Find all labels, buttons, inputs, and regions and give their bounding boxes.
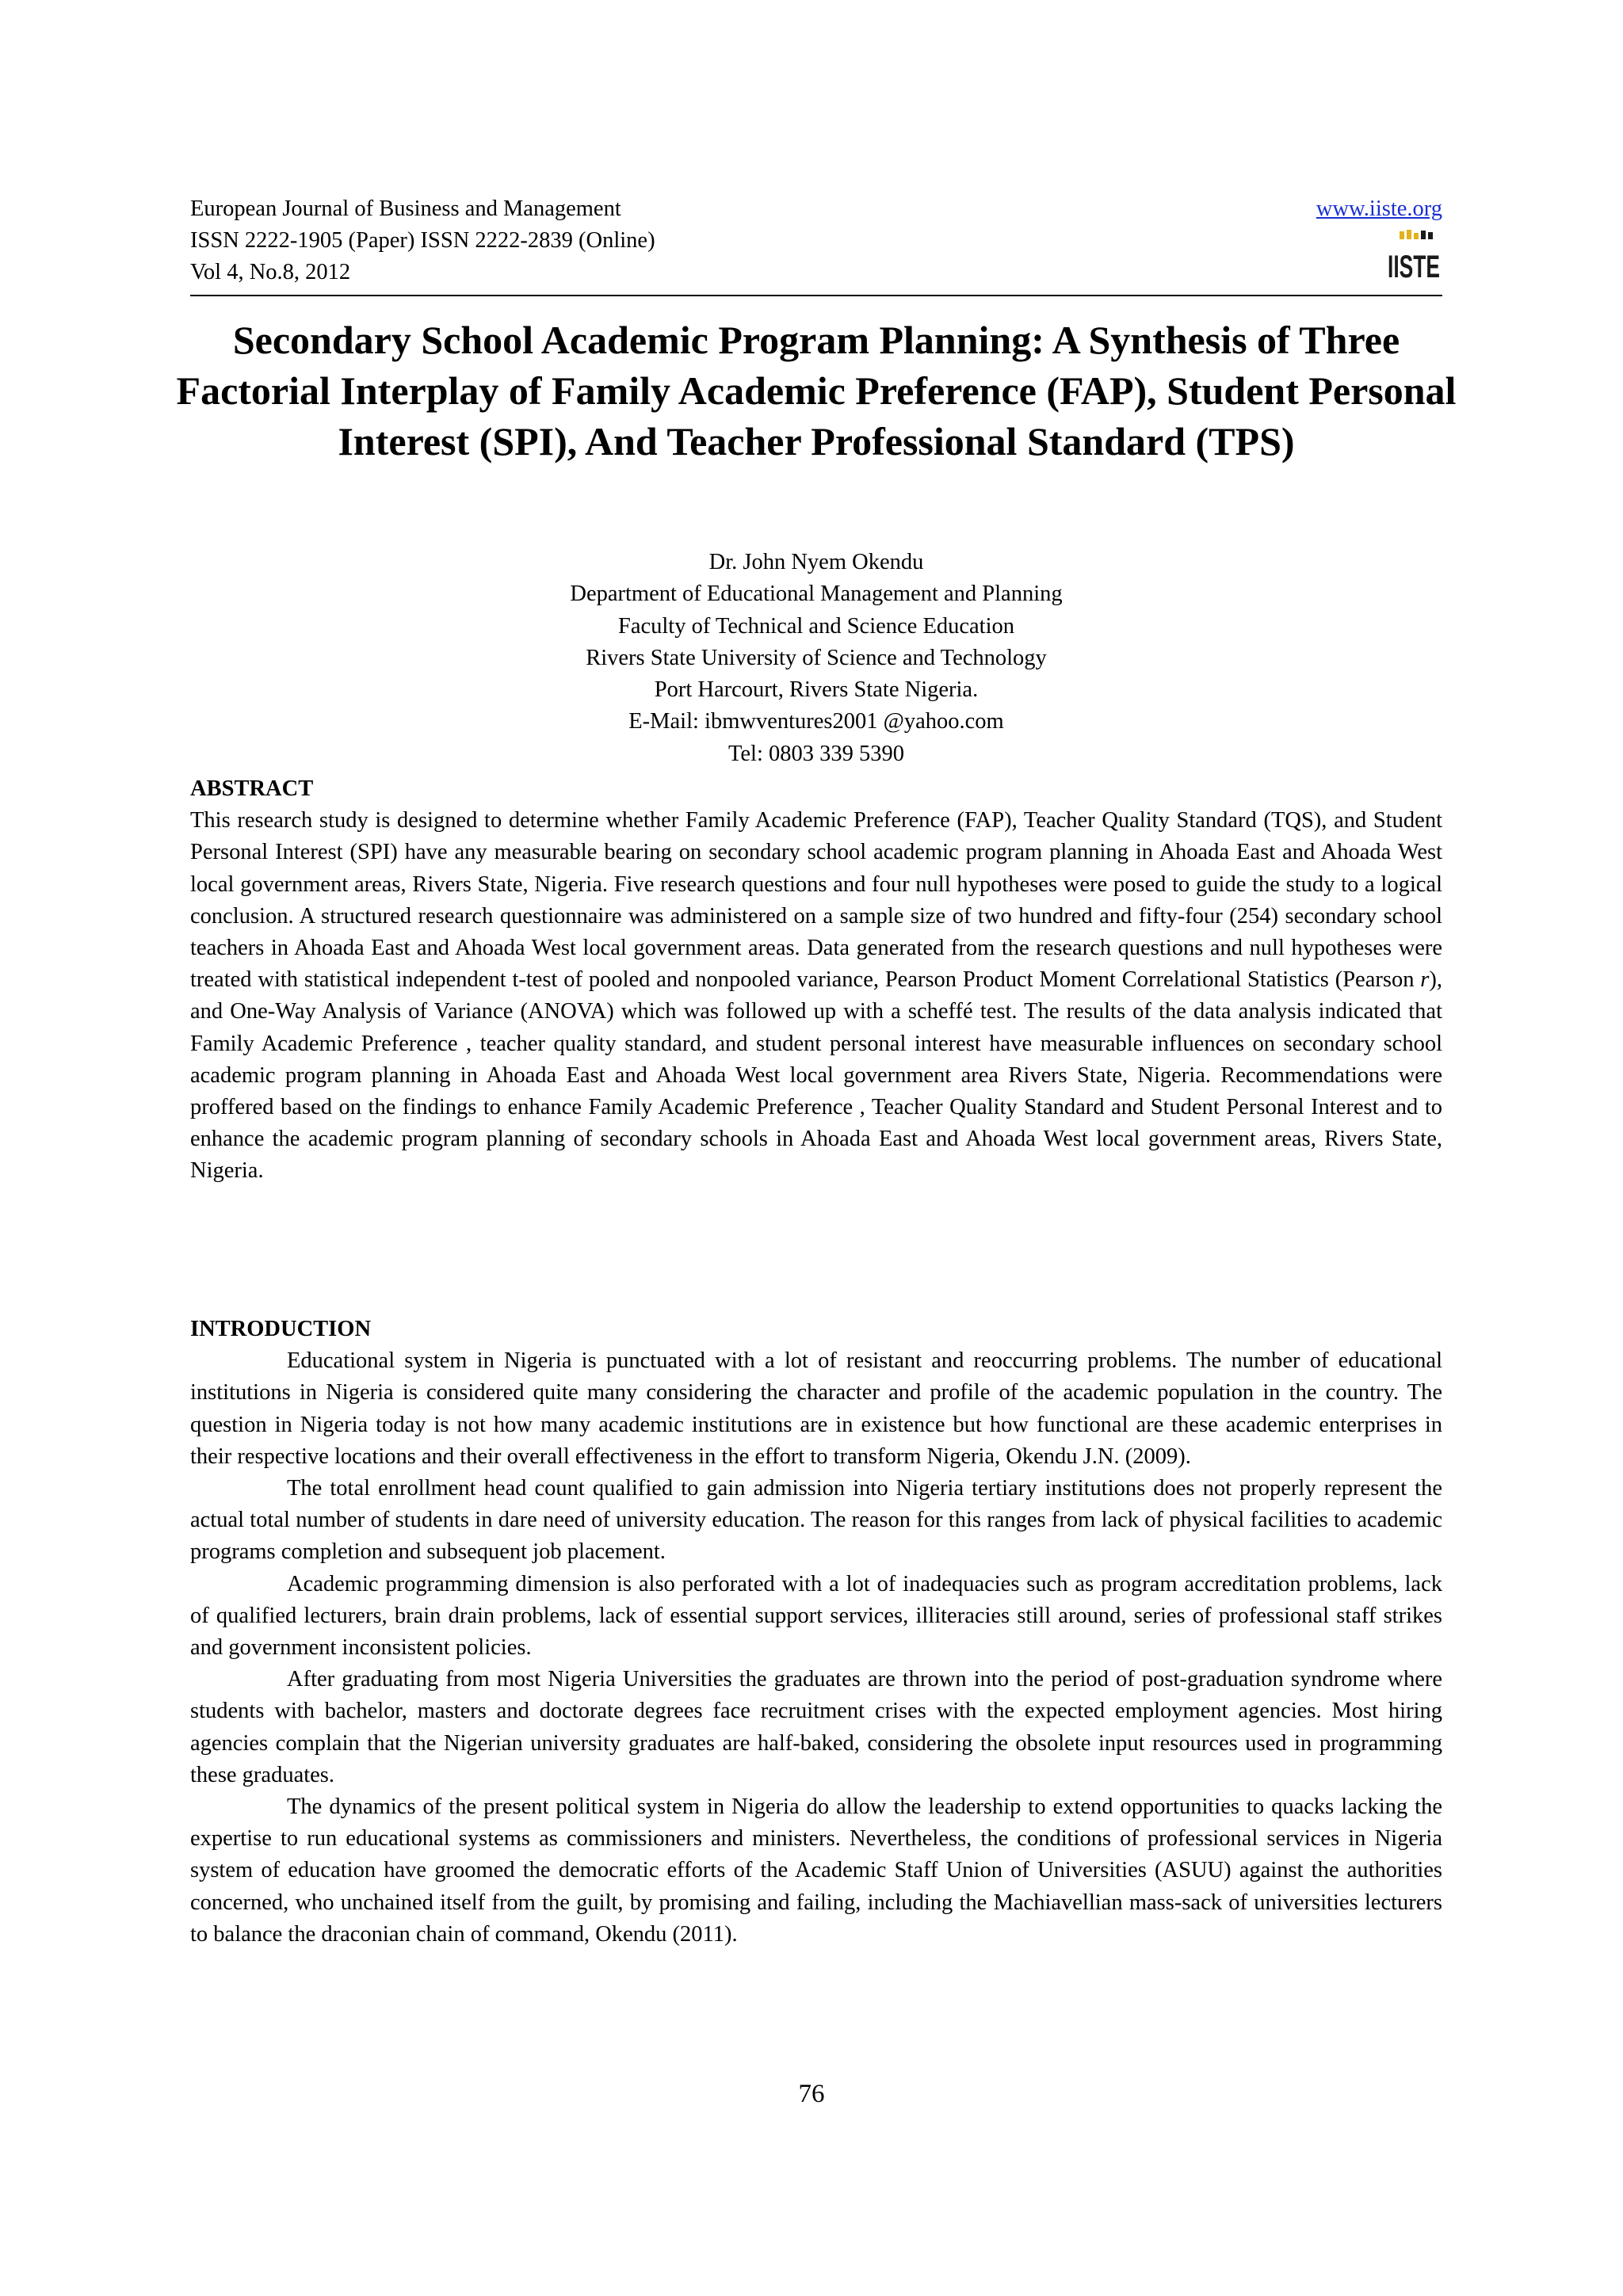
author-location: Port Harcourt, Rivers State Nigeria. [654,677,979,703]
intro-paragraph: Educational system in Nigeria is punctuated with a lot of resistant and reoccurring problems. The number of educational institutions in Nigeria is considered quite many considering the character and profile of the academic population in the country. The question in Nigeria today is not how many academic institutions are in existence but how functional are these academic enterprises in their respective locations and their overall effectiveness in the effort to transform Nigeria, Okendu J.N. (2009). [190,1348,1442,1469]
journal-name: European Journal of Business and Management [190,196,621,221]
iiste-logo-icon [1385,230,1442,285]
journal-url-link[interactable]: www.iiste.org [1316,196,1442,221]
author-faculty: Faculty of Technical and Science Education [617,613,1014,639]
intro-paragraph: The dynamics of the present political system in Nigeria do allow the leadership to extend opportunities to quacks lacking the expertise to run educational systems as commissioners and ministers. Nevertheless, the conditions of professional services in Nigeria system of education have groomed the democratic efforts of the Academic Staff Union of Universities (ASUU) against the authorities concerned, who unchained itself from the guilt, by promising and failing, including the Machiavellian mass-sack of universities lecturers to balance the draconian chain of command, Okendu (2011). [190,1794,1442,1947]
journal-info [190,193,1442,288]
abstract-text-part2: ), and One-Way Analysis of Variance (ANOVA) which was followed up with a scheffé test. The results of the data analysis indicated that Family Academic Preference , teacher quality standard, and student personal interest have measurable influences on secondary school academic program planning in Ahoada East and Ahoada West local government area Rivers State, Nigeria. Recommendations were proffered based on the findings to enhance Family Academic Preference , Teacher Quality Standard and Student Personal Interest and to enhance the academic program planning of secondary schools in Ahoada East and Ahoada West local government areas, Rivers State, Nigeria. [190,967,1442,1184]
abstract-section [190,773,1442,1188]
abstract-text-part1: This research study is designed to determine whether Family Academic Preference (FAP), Teacher Quality Standard (TQS), and Student Personal Interest (SPI) have any measurable bearing on secondary school academic program planning in Ahoada East and Ahoada West local government areas, Rivers State, Nigeria. Five research questions and four null hypotheses were posed to guide the study to a logical conclusion. A structured research questionnaire was administered on a sample size of two hundred and fifty-four (254) secondary school teachers in Ahoada East and Ahoada West local government areas. Data generated from the research questions and null hypotheses were treated with statistical independent t-test of pooled and nonpooled variance, Pearson Product Moment Correlational Statistics (Pearson [190,808,1442,993]
page-number: 76 [798,2080,825,2108]
intro-paragraph: After graduating from most Nigeria Universities the graduates are thrown into the period of post-graduation syndrome where students with bachelor, masters and doctorate degrees face recruitment crises with the expected employment agencies. Most hiring agencies complain that the Nigerian university graduates are half-baked, considering the obsolete input resources used in programming these graduates. [190,1667,1442,1787]
author-university: Rivers State University of Science and Technology [586,645,1047,670]
introduction-heading: INTRODUCTION [190,1317,372,1341]
abstract-heading: ABSTRACT [190,776,314,801]
introduction-section [190,1314,1442,1951]
journal-header [190,193,1442,295]
intro-paragraph: The total enrollment head count qualified to gain admission into Nigeria tertiary institutions does not properly represent the actual total number of students in dare need of university education. The reason for this ranges from lack of physical facilities to academic programs completion and subsequent job placement. [190,1476,1442,1565]
journal-issn: ISSN 2222-1905 (Paper) ISSN 2222-2839 (Online) [190,228,655,253]
intro-paragraph: Academic programming dimension is also perforated with a lot of inadequacies such as program accreditation problems, lack of qualified lecturers, brain drain problems, lack of essential support services, illiteracies still around, series of professional staff strikes and government inconsistent policies. [190,1571,1442,1661]
author-department: Department of Educational Management and Planning [570,582,1063,607]
author-block [190,547,1442,770]
author-name: Dr. John Nyem Okendu [708,550,924,574]
abstract-body [190,805,1442,1187]
author-phone: Tel: 0803 339 5390 [727,741,905,766]
abstract-pearson-r: r [1420,967,1430,993]
author-email: E-Mail: ibmwventures2001 @yahoo.com [628,709,1004,734]
journal-volume: Vol 4, No.8, 2012 [190,260,351,284]
paper-title: Secondary School Academic Program Planning: A Synthesis of Three Factorial Interplay of Family Academic Preference (FAP), Student Personal Interest (SPI), And Teacher Professional Standard (TPS) [176,318,1457,463]
header-rule [190,295,1442,296]
svg-text:IISTE: IISTE [1388,250,1440,284]
